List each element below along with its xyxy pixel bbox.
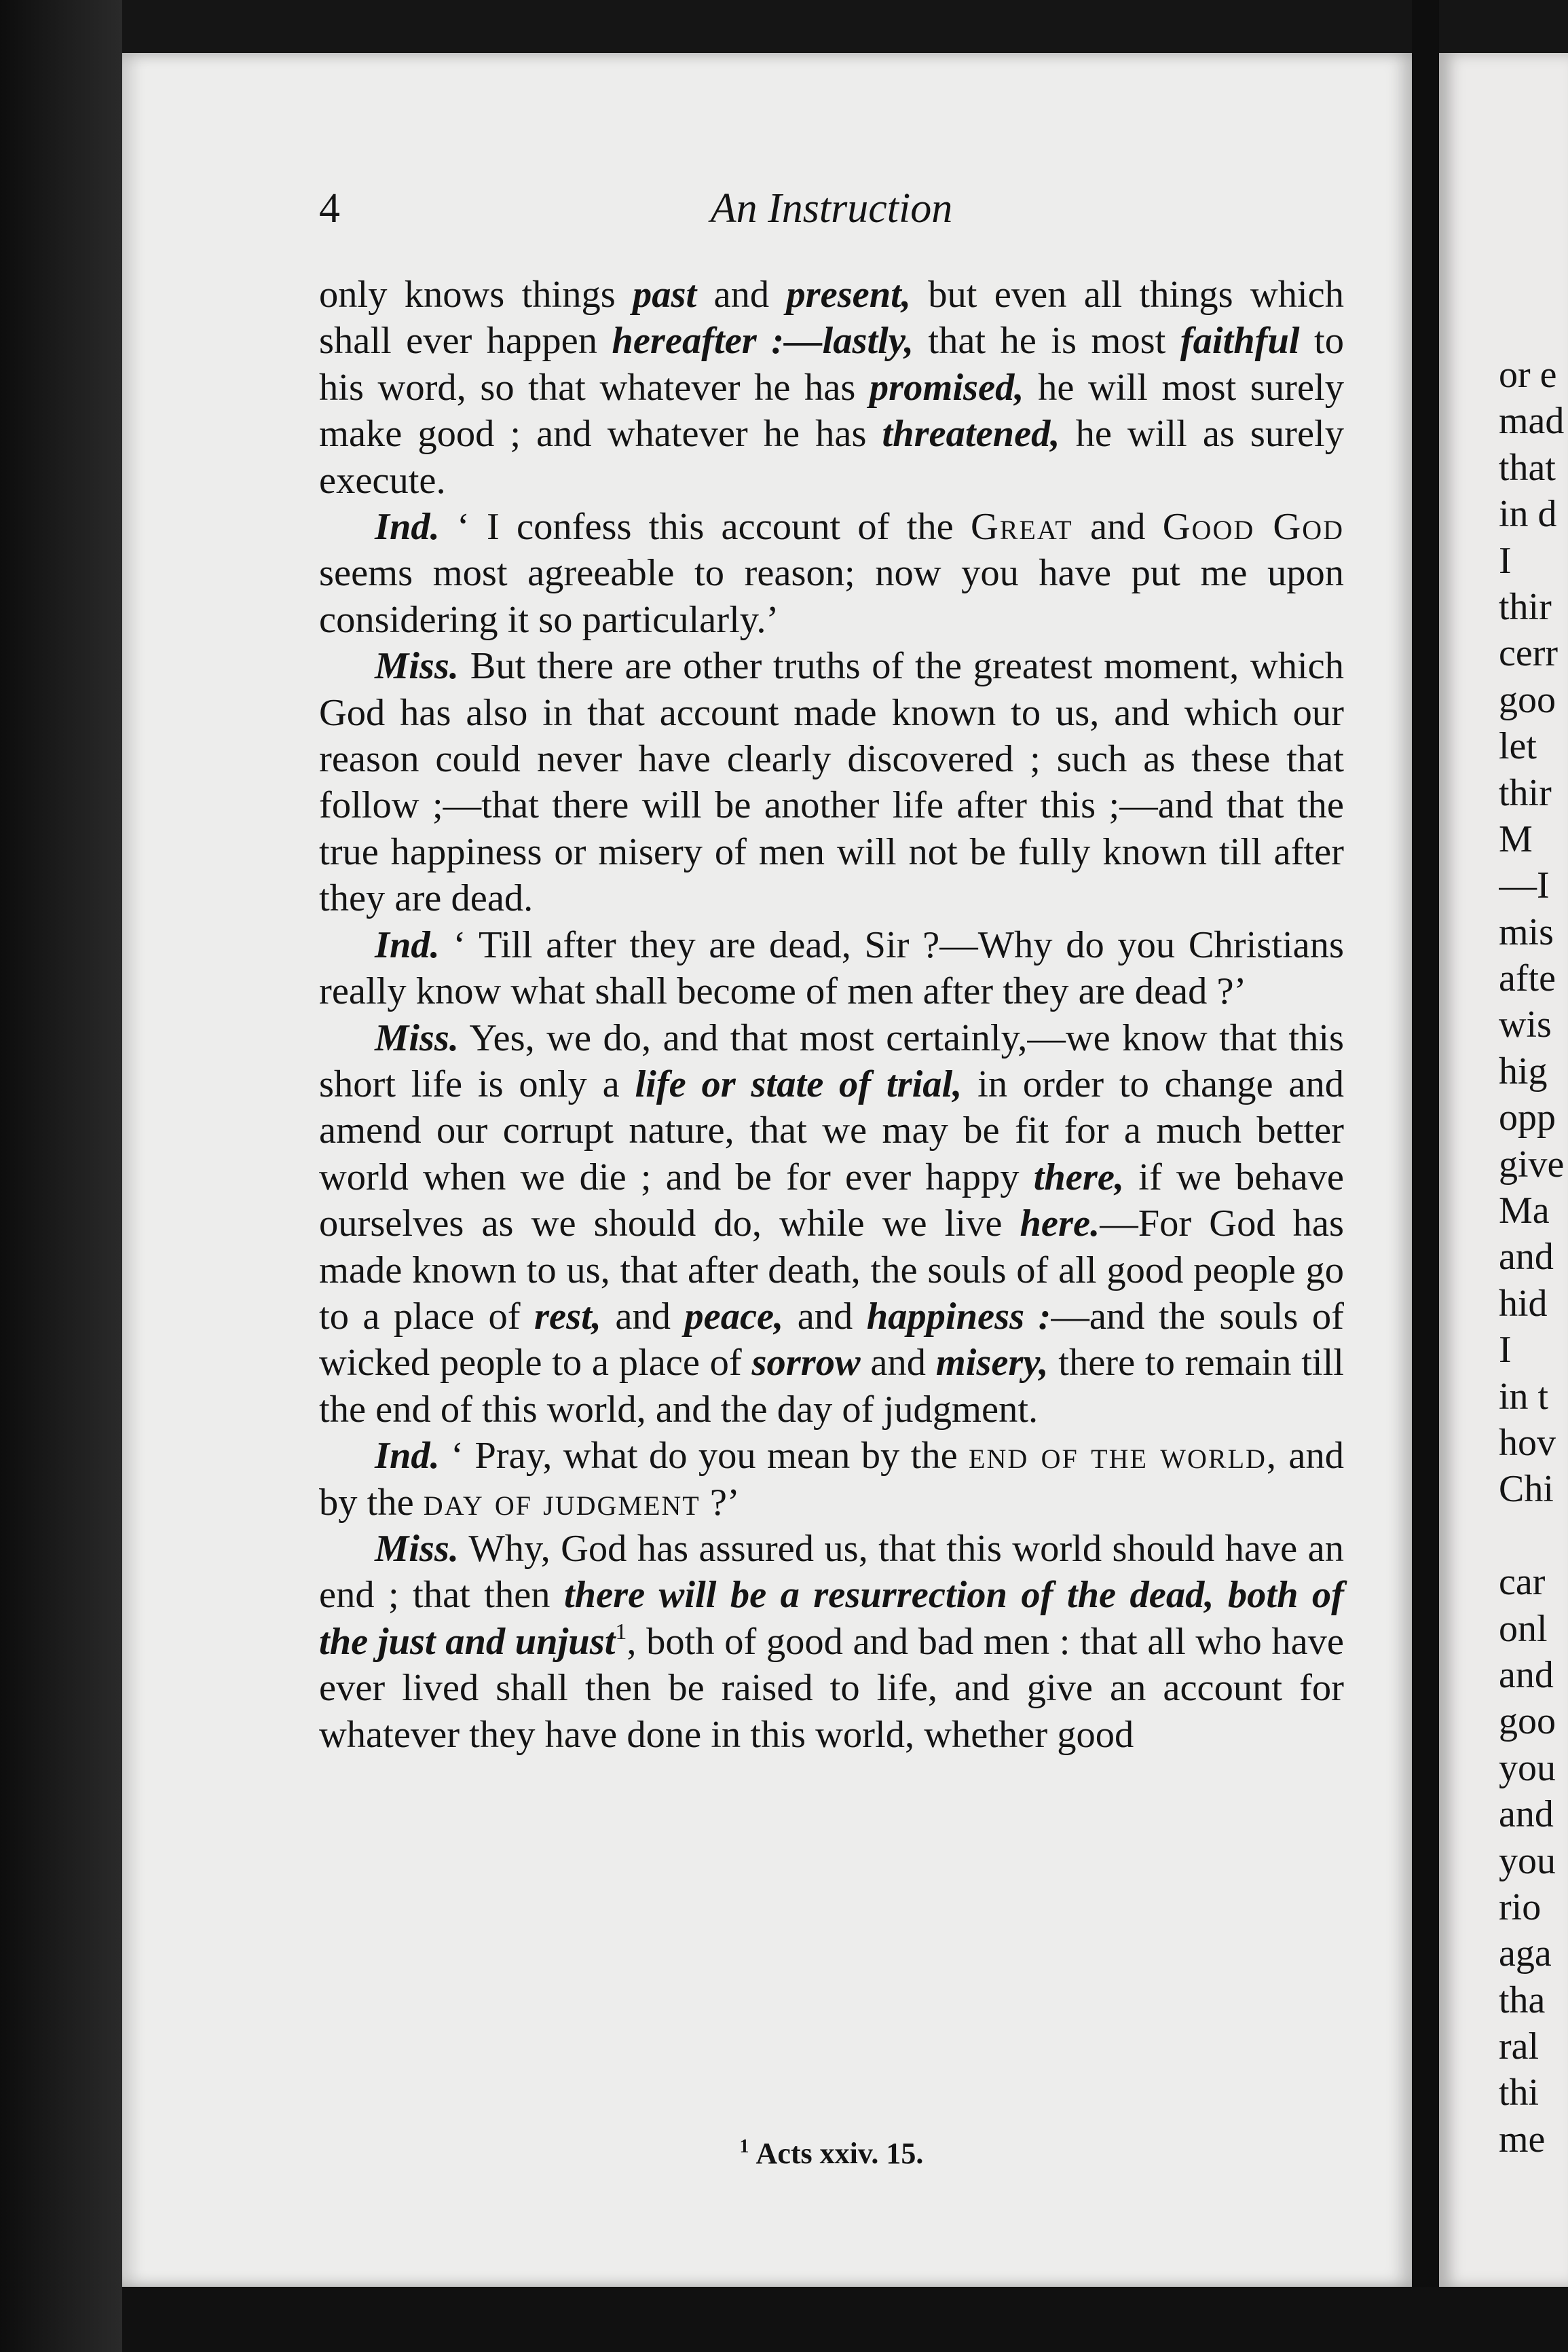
speaker-label: Miss.	[375, 1527, 460, 1570]
emphasis-text: misery,	[935, 1342, 1049, 1384]
facing-page-line: mis	[1499, 911, 1554, 953]
text-segment: he will as surely execute.	[319, 413, 1344, 502]
emphasis-text: threatened,	[882, 413, 1060, 456]
text-segment: that he is most	[913, 320, 1180, 363]
text-segment: and	[783, 1295, 867, 1338]
text-segment: and	[1072, 506, 1163, 549]
facing-page-line: you	[1499, 1746, 1556, 1789]
body-text	[319, 272, 1344, 1758]
paragraph	[319, 272, 1344, 504]
emphasis-text: there,	[1033, 1156, 1125, 1198]
facing-page-line: goo	[1499, 1700, 1556, 1743]
facing-page-line: that	[1499, 446, 1556, 489]
facing-page-line: Ma	[1499, 1190, 1550, 1232]
text-segment: Yes, we do, and that most certainly,—we know that this short life is only a	[319, 1016, 1344, 1105]
text-segment: if we behave ourselves as we should do, while we live	[319, 1156, 1344, 1245]
emphasis-text: hereafter :—lastly,	[612, 320, 914, 363]
page-number: 4	[319, 185, 340, 232]
text-segment: he will most surely make good ; and whatever he has	[319, 366, 1344, 456]
paragraph	[319, 643, 1344, 921]
footnote	[319, 2136, 1344, 2171]
facing-page-line: thi	[1499, 2072, 1539, 2114]
facing-page-line: in t	[1499, 1375, 1549, 1418]
text-segment: ?’	[700, 1481, 740, 1524]
facing-page-line: I	[1499, 539, 1512, 582]
paragraph	[319, 504, 1344, 643]
emphasis-text: peace,	[684, 1295, 784, 1338]
facing-page-line: mad	[1499, 400, 1565, 443]
emphasis-text: present,	[786, 274, 911, 316]
facing-page-line: goo	[1499, 678, 1556, 721]
text-segment: to his word, so that whatever he has	[319, 320, 1344, 409]
facing-page-line: and	[1499, 1653, 1554, 1696]
emphasis-text: rest,	[534, 1295, 601, 1338]
emphasis-text: promised,	[869, 366, 1024, 409]
facing-page-line: and	[1499, 1793, 1554, 1836]
emphasis-text: life or state of trial,	[635, 1063, 963, 1105]
speaker-label: Ind.	[375, 1435, 440, 1477]
paragraph	[319, 1526, 1344, 1758]
footnote-reference: 1	[615, 1619, 627, 1644]
facing-page-line: Chi	[1499, 1468, 1554, 1511]
facing-page-line: ral	[1499, 2025, 1539, 2068]
emphasis-text: happiness :	[866, 1295, 1051, 1338]
text-segment: and	[696, 274, 787, 316]
speaker-label: Miss.	[375, 1016, 460, 1059]
text-segment: and	[860, 1342, 936, 1384]
text-segment: ‘ Pray, what do you mean by the	[439, 1435, 969, 1477]
facing-page-line: thir	[1499, 771, 1552, 814]
facing-page-line: afte	[1499, 957, 1556, 1000]
facing-page-line: you	[1499, 1839, 1556, 1882]
facing-page-line: car	[1499, 1561, 1546, 1604]
speaker-label: Ind.	[375, 506, 440, 549]
facing-page-line: I	[1499, 1329, 1512, 1372]
emphasis-text: past	[633, 274, 697, 316]
scan-border	[122, 2287, 1568, 2352]
text-segment: , both of good and bad men : that all who have ever lived shall then be raised to life, and give an account for whatever they have done in this world, whether good	[319, 1620, 1345, 1756]
page-gutter	[1412, 0, 1439, 2352]
text-segment: and	[601, 1295, 685, 1338]
facing-page-line: or e	[1499, 354, 1557, 396]
text-segment: —and the souls of wicked people to a place of	[319, 1295, 1344, 1384]
speaker-label: Miss.	[375, 645, 460, 688]
footnote-marker: 1	[739, 2136, 749, 2157]
facing-page-line: tha	[1499, 1979, 1546, 2021]
text-segment: and by the	[319, 1435, 1345, 1524]
paragraph	[319, 1015, 1344, 1433]
text-segment: But there are other truths of the greatest moment, which God has also in that account made known to us, and which our reason could never have clearly discovered ; such as these that follow ;—that there will be another life after this ;—and that the true happiness or misery of men will not be fully known till after they are dead.	[319, 645, 1344, 920]
facing-page-line: —I	[1499, 864, 1550, 907]
facing-page-line: onl	[1499, 1607, 1548, 1650]
footnote-text: Acts xxiv. 15.	[755, 2137, 924, 2170]
emphasis-text: day of judgment	[423, 1481, 701, 1524]
paragraph	[319, 922, 1344, 1015]
emphasis-text: here.	[1020, 1202, 1100, 1245]
facing-page-line: M	[1499, 817, 1533, 860]
text-segment: ‘ Till after they are dead, Sir ?—Why do you Christians really know what shall become of men after they are dead ?’	[319, 923, 1344, 1013]
emphasis-text: end of the world,	[969, 1435, 1278, 1477]
facing-page-line: rio	[1499, 1886, 1542, 1928]
text-segment: seems most agreeable to reason; now you have put me upon considering it so particularly.’	[319, 552, 1344, 641]
emphasis-text: there will be a resurrection of the dead, both of the just and unjust	[319, 1574, 1344, 1663]
text-segment: Why, God has assured us, that this world should have an end ; that then	[319, 1527, 1344, 1617]
running-head	[319, 185, 1344, 246]
emphasis-text: sorrow	[751, 1342, 861, 1384]
text-segment: there to remain till the end of this world, and the day of judgment.	[319, 1342, 1344, 1431]
text-segment: only knows things	[319, 274, 633, 316]
facing-page-line: thir	[1499, 585, 1552, 628]
facing-page-line: opp	[1499, 1097, 1556, 1139]
text-segment: in order to change and amend our corrupt nature, that we may be fit for a much better world when we die ; and be for ever happy	[319, 1063, 1344, 1198]
facing-page-line: wis	[1499, 1004, 1552, 1046]
text-segment: but even all things which shall ever happen	[319, 274, 1345, 363]
emphasis-text: Good God	[1162, 506, 1344, 549]
facing-page-line: me	[1499, 2118, 1546, 2161]
facing-page-line: and	[1499, 1236, 1554, 1279]
facing-page-text	[1499, 352, 1568, 2163]
facing-page	[1439, 53, 1568, 2287]
text-segment: —For God has made known to us, that after death, the souls of all good people go to a place of	[319, 1202, 1344, 1338]
facing-page-line: let	[1499, 725, 1537, 768]
book-spine-shadow	[0, 0, 122, 2352]
facing-page-line: cerr	[1499, 632, 1558, 675]
facing-page-line: hid	[1499, 1282, 1548, 1325]
facing-page-line: hov	[1499, 1421, 1556, 1464]
facing-page-line	[1499, 1513, 1568, 1559]
page-title: An Instruction	[710, 185, 953, 232]
text-segment: ‘ I confess this account of the	[439, 506, 971, 549]
paragraph	[319, 1433, 1344, 1526]
facing-page-line: hig	[1499, 1050, 1548, 1092]
facing-page-line: give	[1499, 1143, 1565, 1186]
facing-page-line: in d	[1499, 493, 1557, 536]
emphasis-text: Great	[970, 506, 1073, 549]
facing-page-line: aga	[1499, 1932, 1552, 1975]
emphasis-text: faithful	[1180, 320, 1300, 363]
speaker-label: Ind.	[375, 923, 440, 966]
